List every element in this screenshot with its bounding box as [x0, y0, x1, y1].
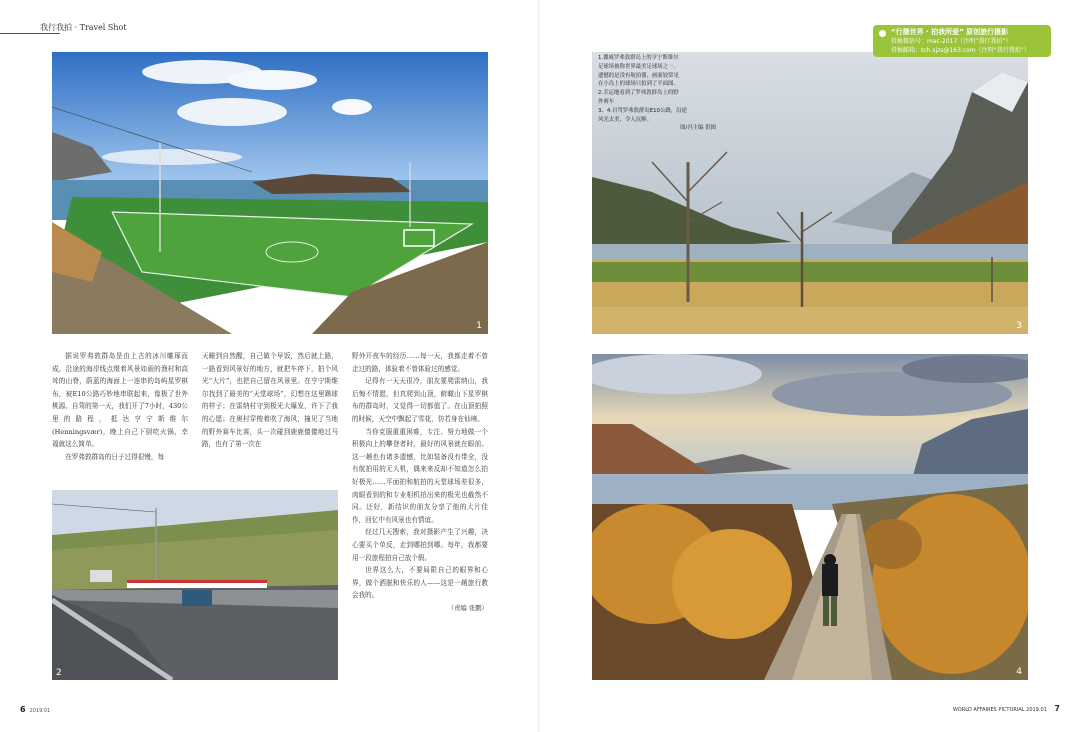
football-field-image: [52, 52, 488, 334]
article-column-3: [352, 350, 488, 614]
caption-line: 1.挪威罗弗敦群岛上的亨宁斯维尔: [598, 55, 679, 61]
article-column-1: [52, 350, 188, 463]
photo-race-track: [52, 490, 338, 680]
section-rule: [0, 33, 60, 34]
paragraph: 世界这么大，不要局限自己的眼界和心界，做个洒脱和快乐的人——这是一趟旅行教会我的。: [352, 566, 488, 600]
photo-boardwalk: [592, 354, 1028, 680]
photo-number-1: 1: [476, 321, 482, 331]
race-track-image: [52, 490, 338, 680]
photo-number-2: 2: [56, 668, 62, 678]
page-number: 6: [20, 705, 26, 714]
photo-number-3: 3: [1016, 321, 1022, 331]
caption-line: 图/冯主编 供图: [680, 125, 716, 132]
paragraph: 据说罗弗敦群岛是由上古的冰川雕琢而成，沿途的海岸线点缀着风景如画的渔村和高耸的山脊，蔚蓝的海面上一连串的岛屿星罗棋布，被E10公路巧妙地串联起来，像极了世外桃源。自驾的第一天，我们开了7小时，430公里的路程，抵达亨宁斯维尔(Henningsvær)，晚上自己下厨吃火锅，幸福就这么简单。: [52, 352, 188, 449]
magazine-footer: [953, 704, 1060, 713]
caption-line: 遗憾的是没有航拍器，画面较常见: [598, 72, 679, 79]
issue-date: 2019.01: [29, 708, 51, 714]
badge-dot-icon: [879, 30, 886, 37]
paragraph: 在罗弗敦群岛的日子过得很慢，每: [65, 452, 165, 461]
badge-title: “行摄世界 · 拍我所爱” 原创旅行摄影: [891, 28, 1009, 36]
left-folio: [20, 705, 50, 714]
badge-wechat: 投稿微信号：mac-2017（注明“我行我拍”）: [891, 38, 1012, 45]
editor-byline: （责编 张鹏）: [447, 603, 488, 612]
paragraph: 经过几天搜索，我对摄影产生了兴趣，决心要买个单反，走到哪拍到哪。每年，我都要用一段旅程拍自己放个假。: [352, 528, 488, 562]
caption-line: 2.幸运地看到了罗弗敦群岛上的野: [598, 90, 679, 97]
page-number: 7: [1054, 704, 1060, 713]
paragraph: 天睡到自然醒，自己做个早饭，然后就上路，一路看到风景好的地方，就把车停下，拍个风光“大片”，也把自己留在风景里。在亨宁斯维尔找到了最美的“天堂球场”，幻想在这里踢球的样子；在雷纳村守到极光大爆发，许下了我的心愿；在奥村穿梭着吹了海风，撞见了当地的野外赛车比赛，头一次碰到鹿鹿傻傻地过马路，也有了第一次在: [202, 352, 338, 449]
caption-line: 风光太美，令人沉醉。: [598, 116, 652, 123]
paragraph: 野外开夜车的经历……每一天，我都走着不曾走过的路，体验着不曾体验过的感觉。: [352, 352, 488, 373]
badge-email: 投稿邮箱：tch.sjzs@163.com（注明“我行我拍”）: [891, 47, 1030, 54]
section-label: 我行我拍 · Travel Shot: [40, 23, 127, 32]
article-column-2: [202, 350, 338, 451]
right-page: [540, 0, 1080, 732]
photo-football-field: [52, 52, 488, 334]
boardwalk-image: [592, 354, 1028, 680]
caption-line: 外赛车: [598, 98, 615, 105]
submission-badge: [873, 25, 1051, 57]
magazine-name: WORLD AFFAIRES PICTORIAL 2019.01: [952, 707, 1047, 713]
photo-caption: [598, 54, 716, 133]
caption-line: 3、4.自驾罗弗敦群岛E10公路，沿途: [598, 107, 687, 114]
caption-line: 在小岛上的球场只拍到了平面图。: [598, 81, 679, 88]
paragraph: 当你克服重重困难，专注、努力地做一个积极向上的攀登者时，最好的风景就在眼前。这一趟也有诸多遗憾，比如装备没有带全，没有航拍用的无人机，偶来来反却不知道怎么拍好极光……平面拍和航拍的天堂球场差很多，肉眼看到的和专业相机拍出来的极光也截然不同。还好，新结识的朋友分享了他的大片佳作，回忆中有风景也有情谊。: [352, 427, 488, 524]
caption-line: 足球场被称世界最美足球场之一。: [598, 63, 679, 70]
photo-number-4: 4: [1016, 667, 1022, 677]
paragraph: 记得有一天天很冷，朋友要爬雷纳山，我后悔不情愿，但真爬到山顶，俯瞰山下星罗棋布的群岛时，又觉得一切都值了。在山顶拍照的时候，天空中飘起了雪花，仿若身在仙境。: [352, 377, 488, 423]
